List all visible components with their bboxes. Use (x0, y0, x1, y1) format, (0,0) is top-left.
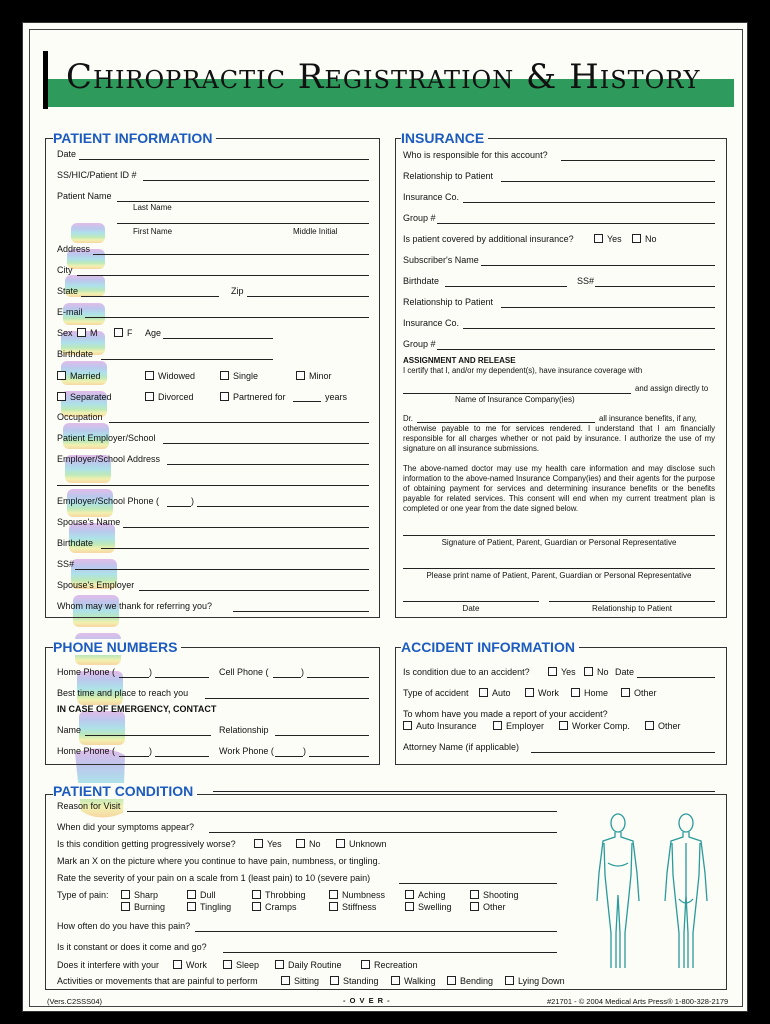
spouse-employer-field[interactable] (139, 590, 369, 591)
condition-heading: PATIENT CONDITION (53, 783, 197, 799)
interfere-sleep-checkbox[interactable] (223, 960, 232, 969)
subscriber-field[interactable] (481, 265, 715, 266)
type-home-checkbox[interactable] (571, 688, 580, 697)
attorney-field[interactable] (531, 752, 715, 753)
referral-label: Whom may we thank for referring you? (57, 601, 213, 611)
type-other-label: Other (634, 688, 657, 698)
type-auto-label: Auto (492, 688, 511, 698)
type-work-checkbox[interactable] (525, 688, 534, 697)
how-often-field[interactable] (195, 931, 557, 932)
sub-birthdate-field[interactable] (445, 286, 567, 287)
signature-caption: Signature of Patient, Parent, Guardian or Personal Representative (441, 538, 677, 547)
best-time-label: Best time and place to reach you (57, 688, 189, 698)
activity-walking-label: Walking (404, 976, 436, 986)
form-paper (22, 22, 748, 1012)
employer-field[interactable] (163, 443, 369, 444)
home-phone-area-field[interactable] (119, 677, 149, 678)
additional-no-checkbox[interactable] (632, 234, 641, 243)
sub-ss-field[interactable] (595, 286, 715, 287)
activity-standing-label: Standing (343, 976, 379, 986)
emergency-work-paren: ) (303, 746, 306, 756)
cell-phone-area-field[interactable] (273, 677, 301, 678)
ss-label: SS/HIC/Patient ID # (57, 170, 137, 180)
ins-co2-label: Insurance Co. (403, 318, 460, 328)
accident-yes-checkbox[interactable] (548, 667, 557, 676)
interfere-work-label: Work (186, 960, 207, 970)
accident-due-label: Is condition due to an accident? (403, 667, 530, 677)
activities-label: Activities or movements that are painful to perform (57, 976, 258, 986)
type-home-label: Home (584, 688, 609, 698)
divorced-label: Divorced (158, 392, 194, 402)
group-label: Group # (403, 213, 436, 223)
emergency-work-field[interactable] (309, 756, 369, 757)
emergency-relationship-field[interactable] (275, 735, 369, 736)
report-workers-comp-label: Worker Comp. (572, 721, 630, 731)
emergency-work-label: Work Phone ( (219, 746, 274, 756)
cell-phone-paren: ) (301, 667, 304, 677)
pain-throbbing-checkbox[interactable] (252, 890, 261, 899)
worse-unknown-checkbox[interactable] (336, 839, 345, 848)
accident-date-field[interactable] (637, 677, 715, 678)
address-field[interactable] (93, 254, 369, 255)
additional-yes-label: Yes (607, 234, 622, 244)
city-label: City (57, 265, 73, 275)
date-label: Date (57, 149, 77, 159)
age-label: Age (145, 328, 162, 338)
relationship-field[interactable] (501, 181, 715, 182)
employer-phone-label: Employer/School Phone ( (57, 496, 160, 506)
emergency-name-label: Name (57, 725, 82, 735)
spouse-birthdate-label: Birthdate (57, 538, 94, 548)
activity-sitting-checkbox[interactable] (281, 976, 290, 985)
responsible-field[interactable] (561, 160, 715, 161)
signature-field[interactable] (403, 535, 715, 536)
rate-label: Rate the severity of your pain on a scale from 1 (least pain) to 10 (severe pain) (57, 873, 371, 883)
cell-phone-label: Cell Phone ( (219, 667, 269, 677)
minor-label: Minor (309, 371, 332, 381)
group2-field[interactable] (437, 349, 715, 350)
print-name-field[interactable] (403, 568, 715, 569)
date-caption: Date (462, 604, 480, 613)
additional-no-label: No (645, 234, 657, 244)
accident-yes-label: Yes (561, 667, 576, 677)
type-work-label: Work (538, 688, 559, 698)
employer-phone-paren: ) (191, 496, 194, 506)
activity-lying-label: Lying Down (518, 976, 565, 986)
how-often-label: How often do you have this pain? (57, 921, 191, 931)
relationship-caption: Relationship to Patient (591, 604, 673, 613)
employer-phone-area-field[interactable] (167, 506, 191, 507)
mark-instructions: Mark an X on the picture where you continue to have pain, numbness, or tingling. (57, 856, 381, 866)
rate-field[interactable] (399, 883, 557, 884)
spouse-employer-label: Spouse's Employer (57, 580, 135, 590)
patient-info-heading: PATIENT INFORMATION (53, 130, 216, 146)
occupation-label: Occupation (57, 412, 103, 422)
sex-label: Sex (57, 328, 73, 338)
activity-standing-checkbox[interactable] (330, 976, 339, 985)
type-other-checkbox[interactable] (621, 688, 630, 697)
spouse-ss-field[interactable] (75, 569, 369, 570)
separated-label: Separated (70, 392, 112, 402)
assignment-text-2: otherwise payable to me for services rendered. I understand that I am financially responsible for all charges whether or not paid by insurance. I authorize the use of my signature on all insurance submissions. (403, 424, 715, 453)
years-label: years (325, 392, 348, 402)
activity-sitting-label: Sitting (294, 976, 320, 986)
pain-shooting-label: Shooting (483, 890, 519, 900)
pain-other-checkbox[interactable] (470, 902, 479, 911)
state-label: State (57, 286, 79, 296)
additional-yes-checkbox[interactable] (594, 234, 603, 243)
spouse-ss-label: SS# (57, 559, 75, 569)
pain-cramps-label: Cramps (265, 902, 297, 912)
sign-relationship-field[interactable] (549, 601, 715, 602)
home-phone-label: Home Phone ( (57, 667, 116, 677)
sex-f-checkbox[interactable] (114, 328, 123, 337)
employer-address-field[interactable] (167, 464, 369, 465)
assign-directly-text: and assign directly to (635, 384, 709, 393)
worse-yes-checkbox[interactable] (254, 839, 263, 848)
pain-tingling-checkbox[interactable] (187, 902, 196, 911)
ss-field[interactable] (143, 180, 369, 181)
pain-sharp-checkbox[interactable] (121, 890, 130, 899)
accident-no-checkbox[interactable] (584, 667, 593, 676)
version-text: (Vers.C2SSS04) (47, 997, 103, 1006)
date-field[interactable] (79, 159, 369, 160)
spouse-name-field[interactable] (123, 527, 369, 528)
accident-date-label: Date (615, 667, 635, 677)
zip-label: Zip (231, 286, 244, 296)
divorced-checkbox[interactable] (145, 392, 154, 401)
ins-co-label: Insurance Co. (403, 192, 460, 202)
birthdate-field[interactable] (101, 359, 273, 360)
reason-field[interactable] (127, 811, 557, 812)
interfere-label: Does it interfere with your (57, 960, 160, 970)
attorney-label: Attorney Name (if applicable) (403, 742, 520, 752)
occupation-field[interactable] (109, 422, 369, 423)
activity-lying-checkbox[interactable] (505, 976, 514, 985)
worse-yes-label: Yes (267, 839, 282, 849)
pain-numbness-checkbox[interactable] (329, 890, 338, 899)
pain-aching-label: Aching (418, 890, 446, 900)
home-phone-field[interactable] (155, 677, 209, 678)
interfere-recreation-checkbox[interactable] (361, 960, 370, 969)
report-workers-comp-checkbox[interactable] (559, 721, 568, 730)
pain-dull-label: Dull (200, 890, 216, 900)
body-front-figure[interactable] (591, 813, 645, 973)
interfere-recreation-label: Recreation (374, 960, 418, 970)
interfere-routine-checkbox[interactable] (275, 960, 284, 969)
pain-aching-checkbox[interactable] (405, 890, 414, 899)
report-employer-checkbox[interactable] (493, 721, 502, 730)
emergency-work-area-field[interactable] (275, 756, 303, 757)
emergency-name-field[interactable] (85, 735, 211, 736)
title-bar (43, 51, 733, 109)
interfere-routine-label: Daily Routine (288, 960, 342, 970)
widowed-label: Widowed (158, 371, 196, 381)
constant-label: Is it constant or does it come and go? (57, 942, 207, 952)
birthdate-label: Birthdate (57, 349, 94, 359)
emergency-heading: IN CASE OF EMERGENCY, CONTACT (57, 704, 217, 714)
pain-other-label: Other (483, 902, 506, 912)
pain-stiffness-label: Stiffness (342, 902, 377, 912)
when-field[interactable] (209, 832, 557, 833)
group-field[interactable] (437, 223, 715, 224)
pain-sharp-label: Sharp (134, 890, 159, 900)
single-checkbox[interactable] (220, 371, 229, 380)
body-back-figure[interactable] (659, 813, 713, 973)
relationship-label: Relationship to Patient (403, 171, 494, 181)
pain-swelling-checkbox[interactable] (405, 902, 414, 911)
emergency-home-field[interactable] (155, 756, 209, 757)
copyright-text: #21701 - © 2004 Medical Arts Press® 1-800-328-2179 (547, 997, 729, 1006)
print-name-caption: Please print name of Patient, Parent, Guardian or Personal Representative (426, 571, 692, 580)
pain-swelling-label: Swelling (418, 902, 452, 912)
sub-birthdate-label: Birthdate (403, 276, 440, 286)
relationship2-field[interactable] (501, 307, 715, 308)
referral-field[interactable] (233, 611, 369, 612)
report-employer-label: Employer (506, 721, 545, 731)
patient-name-label: Patient Name (57, 191, 112, 201)
address-label: Address (57, 244, 91, 254)
employer-address-field-2[interactable] (57, 485, 369, 486)
patient-name-field[interactable] (117, 201, 369, 202)
email-field[interactable] (85, 317, 369, 318)
report-other-checkbox[interactable] (645, 721, 654, 730)
report-label: To whom have you made a report of your accident? (403, 709, 608, 719)
insurance-heading: INSURANCE (401, 130, 488, 146)
accident-no-label: No (597, 667, 609, 677)
constant-field[interactable] (223, 952, 557, 953)
married-checkbox[interactable] (57, 371, 66, 380)
worse-no-label: No (309, 839, 321, 849)
reason-label: Reason for Visit (57, 801, 121, 811)
form-title: Chiropractic Registration & History (66, 57, 701, 97)
worse-no-checkbox[interactable] (296, 839, 305, 848)
emergency-home-paren: ) (149, 746, 152, 756)
assignment-text-3: The above-named doctor may use my health care information and may disclose such information to the above-named Insurance Company(ies) and their agents for the purpose of obtaining payment for services and determining insurance benefits or the benefits payable for related services. This consent will end when my current treatment plan is completed or one year from the date signed below. (403, 464, 715, 513)
spouse-name-label: Spouse's Name (57, 517, 121, 527)
employer-address-label: Employer/School Address (57, 454, 161, 464)
ins-co2-field[interactable] (463, 328, 715, 329)
separated-checkbox[interactable] (57, 392, 66, 401)
sex-m-label: M (90, 328, 98, 338)
widowed-checkbox[interactable] (145, 371, 154, 380)
all-benefits-text: all insurance benefits, if any, (599, 414, 697, 423)
minor-checkbox[interactable] (296, 371, 305, 380)
pain-shooting-checkbox[interactable] (470, 890, 479, 899)
employer-phone-field[interactable] (197, 506, 369, 507)
sex-m-checkbox[interactable] (77, 328, 86, 337)
pain-numbness-label: Numbness (342, 890, 386, 900)
pain-cramps-checkbox[interactable] (252, 902, 261, 911)
emergency-relationship-label: Relationship (219, 725, 269, 735)
best-time-field[interactable] (205, 698, 369, 699)
accident-type-label: Type of accident (403, 688, 469, 698)
emergency-home-area-field[interactable] (119, 756, 149, 757)
doctor-field[interactable] (417, 422, 595, 423)
additional-ins-label: Is patient covered by additional insurance? (403, 234, 574, 244)
over-text: - O V E R - (343, 996, 391, 1005)
pain-burning-checkbox[interactable] (121, 902, 130, 911)
first-name-caption: First Name (133, 227, 173, 236)
last-name-caption: Last Name (133, 203, 172, 212)
pain-dull-checkbox[interactable] (187, 890, 196, 899)
report-auto-ins-label: Auto Insurance (416, 721, 477, 731)
pain-tingling-label: Tingling (200, 902, 232, 912)
first-name-field[interactable] (117, 223, 369, 224)
sign-date-field[interactable] (403, 601, 539, 602)
ins-co-field[interactable] (463, 202, 715, 203)
worse-label: Is this condition getting progressively worse? (57, 839, 236, 849)
home-phone-paren: ) (149, 667, 152, 677)
assignment-text-1: I certify that I, and/or my dependent(s), have insurance coverage with (403, 366, 643, 375)
spouse-birthdate-field[interactable] (101, 548, 369, 549)
subscriber-label: Subscriber's Name (403, 255, 479, 265)
relationship2-label: Relationship to Patient (403, 297, 494, 307)
interfere-sleep-label: Sleep (236, 960, 260, 970)
company-caption: Name of Insurance Company(ies) (455, 395, 575, 404)
dr-label: Dr. (403, 414, 413, 423)
partnered-checkbox[interactable] (220, 392, 229, 401)
cell-phone-field[interactable] (307, 677, 369, 678)
report-auto-ins-checkbox[interactable] (403, 721, 412, 730)
type-auto-checkbox[interactable] (479, 688, 488, 697)
pain-throbbing-label: Throbbing (265, 890, 306, 900)
insurance-company-field[interactable] (403, 393, 631, 394)
employer-label: Patient Employer/School (57, 433, 156, 443)
accident-heading: ACCIDENT INFORMATION (401, 639, 579, 655)
single-label: Single (233, 371, 259, 381)
email-label: E-mail (57, 307, 83, 317)
activity-walking-checkbox[interactable] (391, 976, 400, 985)
activity-bending-label: Bending (460, 976, 494, 986)
city-field[interactable] (77, 275, 369, 276)
partnered-years-field[interactable] (293, 401, 321, 402)
interfere-work-checkbox[interactable] (173, 960, 182, 969)
when-label: When did your symptoms appear? (57, 822, 195, 832)
sub-ss-label: SS# (577, 276, 595, 286)
report-other-label: Other (658, 721, 681, 731)
age-field[interactable] (163, 338, 273, 339)
partnered-label: Partnered for (233, 392, 286, 402)
zip-field[interactable] (247, 296, 369, 297)
pain-stiffness-checkbox[interactable] (329, 902, 338, 911)
middle-initial-caption: Middle Initial (293, 227, 338, 236)
phone-heading: PHONE NUMBERS (53, 639, 181, 655)
activity-bending-checkbox[interactable] (447, 976, 456, 985)
type-pain-label: Type of pain: (57, 890, 109, 900)
group2-label: Group # (403, 339, 436, 349)
state-field[interactable] (81, 296, 219, 297)
assignment-heading: ASSIGNMENT AND RELEASE (403, 356, 516, 365)
pain-burning-label: Burning (134, 902, 166, 912)
sex-f-label: F (127, 328, 133, 338)
emergency-home-label: Home Phone ( (57, 746, 116, 756)
responsible-label: Who is responsible for this account? (403, 150, 548, 160)
condition-heading-rule (213, 791, 715, 792)
married-label: Married (70, 371, 101, 381)
worse-unknown-label: Unknown (349, 839, 387, 849)
